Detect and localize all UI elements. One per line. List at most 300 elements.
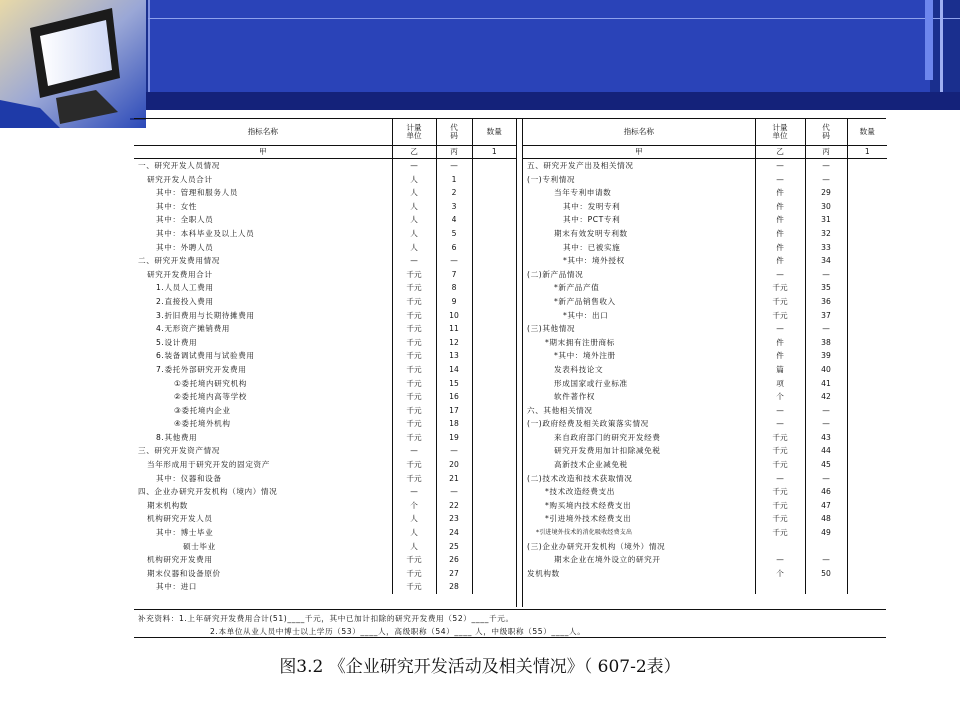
table-row (523, 241, 887, 255)
row-unit: — (755, 472, 805, 486)
row-qty[interactable] (472, 349, 516, 363)
letter-code: 丙 (436, 146, 472, 159)
row-unit: 千元 (755, 295, 805, 309)
row-qty[interactable] (472, 485, 516, 499)
row-qty[interactable] (847, 580, 887, 594)
row-name: *技术改造经费支出 (545, 487, 615, 497)
table-row (134, 186, 516, 200)
row-qty[interactable] (472, 281, 516, 295)
row-unit: — (755, 159, 805, 173)
row-name: 期末有效发明专利数 (554, 228, 628, 238)
row-qty[interactable] (847, 254, 887, 268)
row-name: *其中：出口 (563, 310, 609, 320)
row-unit: 人 (392, 200, 436, 214)
row-unit: 件 (755, 213, 805, 227)
row-code: 29 (805, 186, 847, 200)
row-qty[interactable] (847, 417, 887, 431)
row-name: 四、企业办研究开发机构（境内）情况 (138, 487, 278, 497)
row-qty[interactable] (847, 295, 887, 309)
row-code: 43 (805, 431, 847, 445)
row-name: 研究开发费用合计 (147, 269, 213, 279)
row-unit: 人 (392, 540, 436, 554)
row-unit: — (755, 322, 805, 336)
row-qty[interactable] (472, 227, 516, 241)
row-code: — (436, 485, 472, 499)
table-row (523, 567, 887, 581)
row-code: 36 (805, 295, 847, 309)
row-unit: 人 (392, 227, 436, 241)
row-code: 20 (436, 458, 472, 472)
row-qty[interactable] (472, 431, 516, 445)
row-code (805, 540, 847, 554)
row-name: *其中：境外授权 (563, 256, 625, 266)
table-row (523, 254, 887, 268)
row-name: 期末仪器和设备原价 (147, 568, 221, 578)
row-code: 5 (436, 227, 472, 241)
row-name: 一、研究开发人员情况 (138, 161, 220, 170)
row-qty[interactable] (847, 404, 887, 418)
table-row (134, 485, 516, 499)
row-name: (三)其他情况 (527, 324, 576, 334)
row-code: 15 (436, 377, 472, 391)
row-code: 3 (436, 200, 472, 214)
row-unit: 千元 (392, 404, 436, 418)
row-unit: — (755, 173, 805, 187)
table-row (134, 580, 516, 594)
note-line-2: 2.本单位从业人员中博士以上学历（53）____人，高级职称（54）____ 人，中级职称（55）____人。 (210, 627, 586, 636)
row-unit: — (392, 485, 436, 499)
row-qty[interactable] (847, 363, 887, 377)
letter-name: 甲 (523, 146, 755, 159)
row-qty[interactable] (472, 390, 516, 404)
row-unit: 千元 (392, 377, 436, 391)
row-qty[interactable] (847, 553, 887, 567)
row-qty[interactable] (472, 567, 516, 581)
row-qty[interactable] (472, 499, 516, 513)
header-code: 代码 (436, 119, 472, 146)
header-name: 指标名称 (134, 119, 392, 146)
row-code: 17 (436, 404, 472, 418)
table-row (134, 213, 516, 227)
row-unit: 千元 (392, 431, 436, 445)
row-unit: 千元 (755, 512, 805, 526)
row-name: 三、研究开发资产情况 (138, 446, 220, 456)
row-code: 39 (805, 349, 847, 363)
row-unit: 千元 (392, 553, 436, 567)
row-qty[interactable] (847, 526, 887, 540)
row-name: ②委托境内高等学校 (174, 392, 247, 402)
table-row (523, 485, 887, 499)
table-row (523, 336, 887, 350)
row-qty[interactable] (472, 295, 516, 309)
row-unit (755, 580, 805, 594)
table-row (523, 200, 887, 214)
row-code: — (436, 444, 472, 458)
row-unit: 千元 (755, 309, 805, 323)
table-row (134, 241, 516, 255)
letter-qty: 1 (847, 146, 887, 159)
row-unit: 千元 (392, 295, 436, 309)
row-qty[interactable] (472, 241, 516, 255)
row-unit: 篇 (755, 363, 805, 377)
row-unit: 人 (392, 213, 436, 227)
row-qty[interactable] (847, 322, 887, 336)
row-name: *引进境外技术的消化吸收经费支出 (536, 528, 633, 536)
header-unit: 计量单位 (755, 119, 805, 146)
row-qty[interactable] (847, 186, 887, 200)
row-name: *购买境内技术经费支出 (545, 500, 632, 510)
row-code: 4 (436, 213, 472, 227)
row-qty[interactable] (472, 322, 516, 336)
row-name: 1.人员人工费用 (156, 283, 214, 293)
table-row (523, 512, 887, 526)
row-unit: 千元 (755, 458, 805, 472)
row-name: 8.其他费用 (156, 432, 198, 442)
row-qty[interactable] (472, 173, 516, 187)
right-table-section (522, 119, 887, 607)
table-row (523, 553, 887, 567)
row-code: 16 (436, 390, 472, 404)
row-qty[interactable] (847, 444, 887, 458)
row-name: 其中：发明专利 (563, 201, 621, 211)
table-row (134, 349, 516, 363)
row-name: *新产品销售收入 (554, 296, 616, 306)
left-table-section (134, 119, 517, 607)
row-qty[interactable] (472, 377, 516, 391)
row-qty[interactable] (472, 159, 516, 173)
row-qty[interactable] (472, 458, 516, 472)
row-code: 18 (436, 417, 472, 431)
table-row (134, 173, 516, 187)
table-row (523, 431, 887, 445)
row-name: 4.无形资产摊销费用 (156, 324, 230, 334)
row-unit: 人 (392, 186, 436, 200)
table-row (523, 390, 887, 404)
table-row (523, 417, 887, 431)
row-qty[interactable] (847, 431, 887, 445)
row-unit: 千元 (755, 281, 805, 295)
row-name: 其中：仪器和设备 (156, 473, 222, 483)
row-name: 当年形成用于研究开发的固定资产 (147, 460, 270, 470)
row-name: 机构研究开发人员 (147, 514, 213, 524)
row-unit: 人 (392, 173, 436, 187)
row-qty[interactable] (847, 173, 887, 187)
row-code: 37 (805, 309, 847, 323)
row-unit: — (755, 417, 805, 431)
row-code: — (805, 472, 847, 486)
row-unit: 千元 (392, 268, 436, 282)
row-code: 33 (805, 241, 847, 255)
row-name: 3.折旧费用与长期待摊费用 (156, 310, 255, 320)
row-name: 其中：管理和服务人员 (156, 188, 238, 198)
row-unit: 千元 (392, 458, 436, 472)
table-row (134, 363, 516, 377)
row-unit: 个 (755, 390, 805, 404)
row-name: 2.直接投入费用 (156, 296, 214, 306)
row-qty[interactable] (472, 268, 516, 282)
row-code: 32 (805, 227, 847, 241)
row-qty[interactable] (472, 254, 516, 268)
row-name: 当年专利申请数 (554, 188, 612, 198)
row-code: 12 (436, 336, 472, 350)
table-row (134, 444, 516, 458)
row-code: 2 (436, 186, 472, 200)
row-code: — (805, 268, 847, 282)
table-row (523, 295, 887, 309)
row-qty[interactable] (847, 159, 887, 173)
letter-name: 甲 (134, 146, 392, 159)
row-qty[interactable] (472, 200, 516, 214)
note-line-1: 补充资料：1.上年研究开发费用合计(51)____千元，其中已加计扣除的研究开发费用（52）____千元。 (138, 614, 514, 623)
table-row (134, 309, 516, 323)
header-qty: 数量 (847, 119, 887, 146)
row-unit: — (392, 254, 436, 268)
row-unit: — (755, 404, 805, 418)
row-unit: 件 (755, 336, 805, 350)
row-qty[interactable] (847, 377, 887, 391)
table-row (134, 553, 516, 567)
row-qty[interactable] (847, 268, 887, 282)
row-name: 二、研究开发费用情况 (138, 256, 220, 266)
figure-caption: 图3.2 《企业研究开发活动及相关情况》（ 607-2表） (279, 657, 681, 677)
row-name: 其中：本科毕业及以上人员 (156, 228, 255, 238)
table-row (523, 458, 887, 472)
row-unit: 个 (755, 567, 805, 581)
row-name: 研究开发费用加计扣除减免税 (554, 446, 661, 456)
row-code: — (805, 417, 847, 431)
row-unit: 件 (755, 241, 805, 255)
letter-unit: 乙 (392, 146, 436, 159)
row-code: 25 (436, 540, 472, 554)
row-qty[interactable] (472, 512, 516, 526)
row-unit: 千元 (392, 309, 436, 323)
row-code: 19 (436, 431, 472, 445)
row-unit: 千元 (392, 390, 436, 404)
row-code: — (805, 322, 847, 336)
table-row (523, 213, 887, 227)
table-row (523, 363, 887, 377)
row-unit: 人 (392, 526, 436, 540)
table-row (523, 349, 887, 363)
row-name: 6.装备调试费用与试验费用 (156, 351, 255, 361)
row-unit: — (392, 159, 436, 173)
row-name: 五、研究开发产出及相关情况 (527, 161, 634, 170)
row-unit: 件 (755, 254, 805, 268)
row-qty[interactable] (847, 281, 887, 295)
row-unit: 件 (755, 227, 805, 241)
row-code: 34 (805, 254, 847, 268)
row-name: ①委托境内研究机构 (174, 378, 247, 388)
row-qty[interactable] (847, 390, 887, 404)
table-row (523, 444, 887, 458)
row-name: 期末机构数 (147, 500, 188, 510)
table-row (134, 254, 516, 268)
row-qty[interactable] (847, 227, 887, 241)
letters-row (523, 146, 887, 159)
row-qty[interactable] (847, 336, 887, 350)
row-code: — (805, 159, 847, 173)
row-unit: 千元 (755, 485, 805, 499)
row-unit: 千元 (755, 431, 805, 445)
row-unit: 件 (755, 349, 805, 363)
supplementary-notes (134, 609, 886, 638)
row-code: — (805, 553, 847, 567)
row-name: 其中：外聘人员 (156, 242, 214, 252)
table-row (523, 472, 887, 486)
row-qty[interactable] (847, 485, 887, 499)
row-qty[interactable] (847, 241, 887, 255)
row-unit: 千元 (392, 580, 436, 594)
row-name: 其中：PCT专利 (563, 215, 621, 225)
letters-row (134, 146, 516, 159)
row-code: 28 (436, 580, 472, 594)
row-name: 研究开发人员合计 (147, 174, 213, 184)
row-code: 46 (805, 485, 847, 499)
row-qty[interactable] (847, 540, 887, 554)
table-row (134, 404, 516, 418)
row-name: 硕士毕业 (183, 541, 216, 551)
row-qty[interactable] (472, 417, 516, 431)
row-name: 其中：女性 (156, 201, 197, 211)
row-name: 7.委托外部研究开发费用 (156, 364, 247, 374)
table-row (134, 227, 516, 241)
row-code: 6 (436, 241, 472, 255)
row-qty[interactable] (472, 213, 516, 227)
header-code: 代码 (805, 119, 847, 146)
table-row (134, 200, 516, 214)
table-row (523, 173, 887, 187)
row-unit: 千元 (392, 567, 436, 581)
table-row (523, 499, 887, 513)
row-code: 21 (436, 472, 472, 486)
table-row (134, 472, 516, 486)
row-name: 机构研究开发费用 (147, 555, 213, 565)
row-qty[interactable] (472, 309, 516, 323)
row-unit: 人 (392, 241, 436, 255)
row-code: — (436, 159, 472, 173)
table-row (523, 159, 887, 173)
banner-panel (148, 0, 930, 92)
row-name: 期末企业在境外设立的研究开 (554, 555, 661, 565)
row-qty[interactable] (472, 404, 516, 418)
right-table (523, 119, 887, 594)
row-qty[interactable] (847, 309, 887, 323)
row-code: 14 (436, 363, 472, 377)
row-name: 发机构数 (527, 568, 560, 578)
row-unit: 千元 (755, 526, 805, 540)
row-name: *其中：境外注册 (554, 351, 616, 361)
table-row (523, 227, 887, 241)
row-qty[interactable] (847, 472, 887, 486)
row-qty[interactable] (472, 540, 516, 554)
row-code (805, 580, 847, 594)
row-unit: — (755, 553, 805, 567)
header-name: 指标名称 (523, 119, 755, 146)
row-code: 9 (436, 295, 472, 309)
row-name: (一)专利情况 (527, 174, 576, 184)
row-unit: 千元 (392, 336, 436, 350)
table-row (523, 526, 887, 540)
row-code: 10 (436, 309, 472, 323)
table-row (523, 186, 887, 200)
table-row (523, 540, 887, 554)
table-row (134, 336, 516, 350)
table-row (134, 322, 516, 336)
row-name: 软件著作权 (554, 392, 595, 402)
row-code: 49 (805, 526, 847, 540)
row-qty[interactable] (847, 200, 887, 214)
row-code: — (805, 404, 847, 418)
row-code: — (805, 173, 847, 187)
row-qty[interactable] (847, 349, 887, 363)
row-qty[interactable] (472, 336, 516, 350)
row-unit: — (392, 444, 436, 458)
row-code: 7 (436, 268, 472, 282)
row-unit: 个 (392, 499, 436, 513)
row-qty[interactable] (847, 213, 887, 227)
row-name: *新产品产值 (554, 283, 600, 293)
row-unit (755, 540, 805, 554)
row-code: 45 (805, 458, 847, 472)
row-code: 22 (436, 499, 472, 513)
table-row (134, 377, 516, 391)
table-row (523, 404, 887, 418)
row-qty[interactable] (472, 526, 516, 540)
row-code: 27 (436, 567, 472, 581)
row-unit: 千元 (392, 349, 436, 363)
row-unit: 件 (755, 186, 805, 200)
row-code: 40 (805, 363, 847, 377)
row-name: ④委托境外机构 (174, 419, 231, 429)
row-unit: 千元 (392, 363, 436, 377)
row-code: 38 (805, 336, 847, 350)
row-qty[interactable] (472, 580, 516, 594)
row-code: 13 (436, 349, 472, 363)
row-qty[interactable] (472, 472, 516, 486)
row-qty[interactable] (847, 458, 887, 472)
row-name: *期末拥有注册商标 (545, 337, 615, 347)
row-unit: 人 (392, 512, 436, 526)
row-code: 44 (805, 444, 847, 458)
row-qty[interactable] (472, 186, 516, 200)
row-unit: 件 (755, 200, 805, 214)
table-row (134, 499, 516, 513)
row-code: 48 (805, 512, 847, 526)
table-row (523, 322, 887, 336)
row-name: ③委托境内企业 (174, 405, 231, 415)
header-unit: 计量单位 (392, 119, 436, 146)
row-qty[interactable] (472, 363, 516, 377)
row-name: 其中：已被实施 (563, 242, 621, 252)
row-qty[interactable] (847, 567, 887, 581)
row-qty[interactable] (847, 499, 887, 513)
left-table (134, 119, 516, 594)
row-qty[interactable] (472, 553, 516, 567)
table-row (134, 268, 516, 282)
letter-code: 丙 (805, 146, 847, 159)
row-qty[interactable] (847, 512, 887, 526)
row-code: 23 (436, 512, 472, 526)
row-code: 42 (805, 390, 847, 404)
row-name: 其中：博士毕业 (156, 528, 214, 538)
row-unit: 千元 (755, 499, 805, 513)
table-row (134, 512, 516, 526)
row-code: — (436, 254, 472, 268)
row-code: 1 (436, 173, 472, 187)
table-row (523, 268, 887, 282)
row-qty[interactable] (472, 444, 516, 458)
table-row (523, 377, 887, 391)
